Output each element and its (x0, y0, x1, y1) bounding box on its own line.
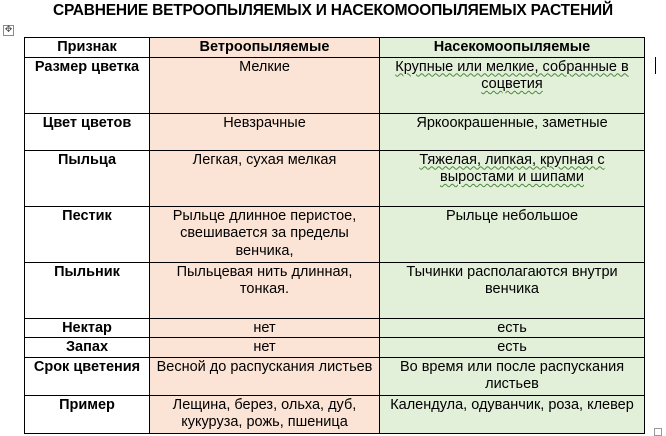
row-insect-text: Тяжелая, липкая, крупная с выростами и шипами (419, 151, 605, 185)
table-row (25, 206, 645, 262)
table-row (25, 262, 645, 318)
table-row (25, 113, 645, 150)
table-row (25, 338, 645, 358)
row-feature: Размер цветка (25, 57, 150, 113)
row-insect: Календула, одуванчик, роза, клевер (380, 395, 645, 433)
row-wind: нет (150, 318, 380, 338)
table-row (25, 395, 645, 433)
row-feature: Пестик (25, 206, 150, 262)
row-wind: Лещина, берез, ольха, дуб, кукуруза, рожь, пшеница (150, 395, 380, 433)
table-resize-handle[interactable] (654, 428, 662, 436)
row-feature: Пример (25, 395, 150, 433)
row-wind: нет (150, 338, 380, 358)
row-wind: Рыльце длинное перистое, свешивается за пределы венчика, (150, 206, 380, 262)
text-cursor (655, 57, 656, 74)
header-wind: Ветроопыляемые (150, 38, 380, 58)
row-insect: Во время или после распускания листьев (380, 357, 645, 395)
table-header-row (25, 38, 645, 58)
row-wind: Легкая, сухая мелкая (150, 150, 380, 206)
row-wind: Пыльцевая нить длинная, тонкая. (150, 262, 380, 318)
row-feature: Срок цветения (25, 357, 150, 395)
row-feature: Пыльца (25, 150, 150, 206)
comparison-table (24, 37, 645, 434)
row-insect: Тычинки располагаются внутри венчика (380, 262, 645, 318)
table-row (25, 318, 645, 338)
row-feature: Пыльник (25, 262, 150, 318)
row-insect: есть (380, 318, 645, 338)
header-insect: Насекомоопыляемые (380, 38, 645, 58)
row-insect: Яркоокрашенные, заметные (380, 113, 645, 150)
table-row (25, 357, 645, 395)
row-wind: Весной до распускания листьев (150, 357, 380, 395)
row-wind: Мелкие (150, 57, 380, 113)
row-insect (380, 150, 645, 206)
row-insect: есть (380, 338, 645, 358)
table-move-handle-icon[interactable]: ✥ (4, 25, 13, 35)
row-insect-text: Крупные или мелкие, собранные в соцветия (395, 58, 629, 92)
row-feature: Запах (25, 338, 150, 358)
row-insect: Рыльце небольшое (380, 206, 645, 262)
table-row (25, 150, 645, 206)
table-row (25, 57, 645, 113)
row-insect (380, 57, 645, 113)
row-feature: Цвет цветов (25, 113, 150, 150)
row-feature: Нектар (25, 318, 150, 338)
header-feature: Признак (25, 38, 150, 58)
document-title: СРАВНЕНИЕ ВЕТРООПЫЛЯЕМЫХ И НАСЕКОМООПЫЛЯЕМЫХ РАСТЕНИЙ (53, 2, 613, 19)
row-wind: Невзрачные (150, 113, 380, 150)
